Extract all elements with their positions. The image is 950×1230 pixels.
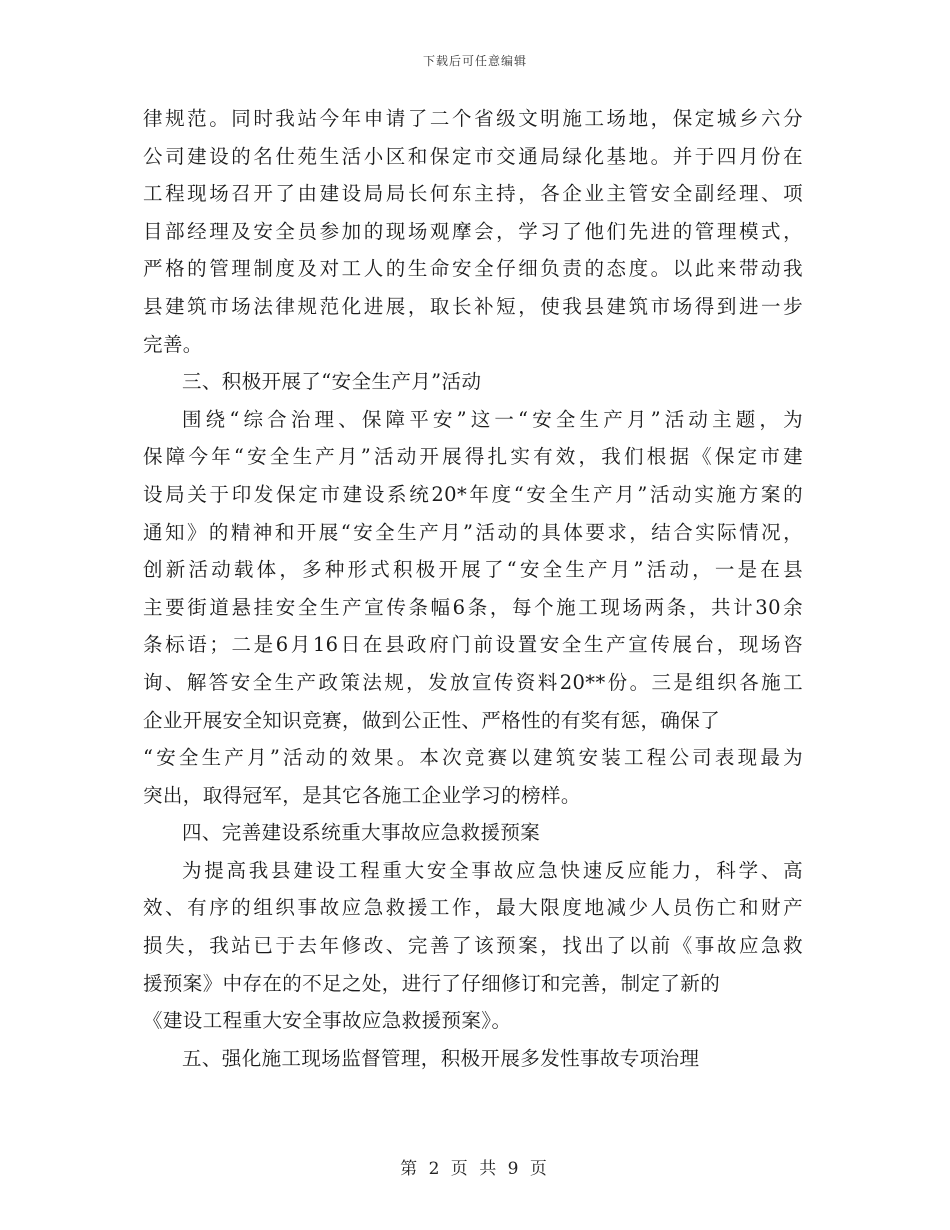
page-footer (0, 1154, 950, 1179)
body-text-line: 完善。 (143, 332, 203, 356)
body-text-line: 工程现场召开了由建设局局长何东主持，各企业主管安全副经理、项 (143, 182, 803, 206)
body-text-line: 围绕“综合治理、保障平安”这一“安全生产月”活动主题，为 (182, 407, 803, 431)
page-header-note: 下载后可任意编辑 (422, 54, 527, 68)
section-heading: 四、完善建设系统重大事故应急救援预案 (182, 821, 541, 845)
body-text-line: 突出，取得冠军，是其它各施工企业学习的榜样。 (143, 783, 581, 807)
page-label-prefix: 第 (400, 1159, 421, 1179)
document-body (143, 100, 803, 1077)
total-pages-number: 9 (507, 1159, 522, 1179)
body-text-line: 为提高我县建设工程重大安全事故应急快速反应能力，科学、高 (182, 858, 803, 882)
body-text-line: 创新活动载体，多种形式积极开展了“安全生产月”活动，一是在县 (143, 558, 803, 582)
page-label-mid: 页 共 (450, 1159, 500, 1179)
body-text-line: “安全生产月”活动的效果。本次竞赛以建筑安装工程公司表现最为 (143, 746, 803, 770)
section-heading: 三、积极开展了“安全生产月”活动 (182, 370, 482, 394)
body-text-line: 企业开展安全知识竞赛，做到公正性、严格性的有奖有惩，确保了 (143, 708, 721, 732)
section-heading: 五、强化施工现场监督管理，积极开展多发性事故专项治理 (182, 1046, 700, 1070)
body-text-line: 通知》的精神和开展“安全生产月”活动的具体要求，结合实际情况， (143, 520, 803, 544)
body-text-line: 条标语；二是6月16日在县政府门前设置安全生产宣传展台，现场咨 (143, 633, 803, 657)
body-text-line: 保障今年“安全生产月”活动开展得扎实有效，我们根据《保定市建 (143, 445, 803, 469)
body-text-line: 损失，我站已于去年修改、完善了该预案，找出了以前《事故应急救 (143, 934, 803, 958)
body-text-line: 公司建设的名仕苑生活小区和保定市交通局绿化基地。并于四月份在 (143, 144, 803, 168)
body-text-line: 援预案》中存在的不足之处，进行了仔细修订和完善，制定了新的 (143, 971, 721, 995)
body-text-line: 严格的管理制度及对工人的生命安全仔细负责的态度。以此来带动我 (143, 257, 803, 281)
page-label-suffix: 页 (529, 1159, 550, 1179)
body-text-line: 县建筑市场法律规范化进展，取长补短，使我县建筑市场得到进一步 (143, 294, 803, 318)
body-text-line: 目部经理及安全员参加的现场观摩会，学习了他们先进的管理模式， (143, 219, 803, 243)
body-text-line: 询、解答安全生产政策法规，发放宣传资料20**份。三是组织各施工 (143, 670, 803, 694)
body-text-line: 律规范。同时我站今年申请了二个省级文明施工场地，保定城乡六分 (143, 107, 803, 130)
body-text-line: 主要街道悬挂安全生产宣传条幅6条，每个施工现场两条，共计30余 (143, 595, 803, 619)
body-text-line: 《建设工程重大安全事故应急救援预案》。 (143, 1009, 512, 1033)
body-text-line: 设局关于印发保定市建设系统20*年度“安全生产月”活动实施方案的 (143, 482, 803, 506)
body-text-line: 效、有序的组织事故应急救援工作，最大限度地减少人员伤亡和财产 (143, 896, 803, 920)
current-page-number: 2 (428, 1159, 443, 1179)
